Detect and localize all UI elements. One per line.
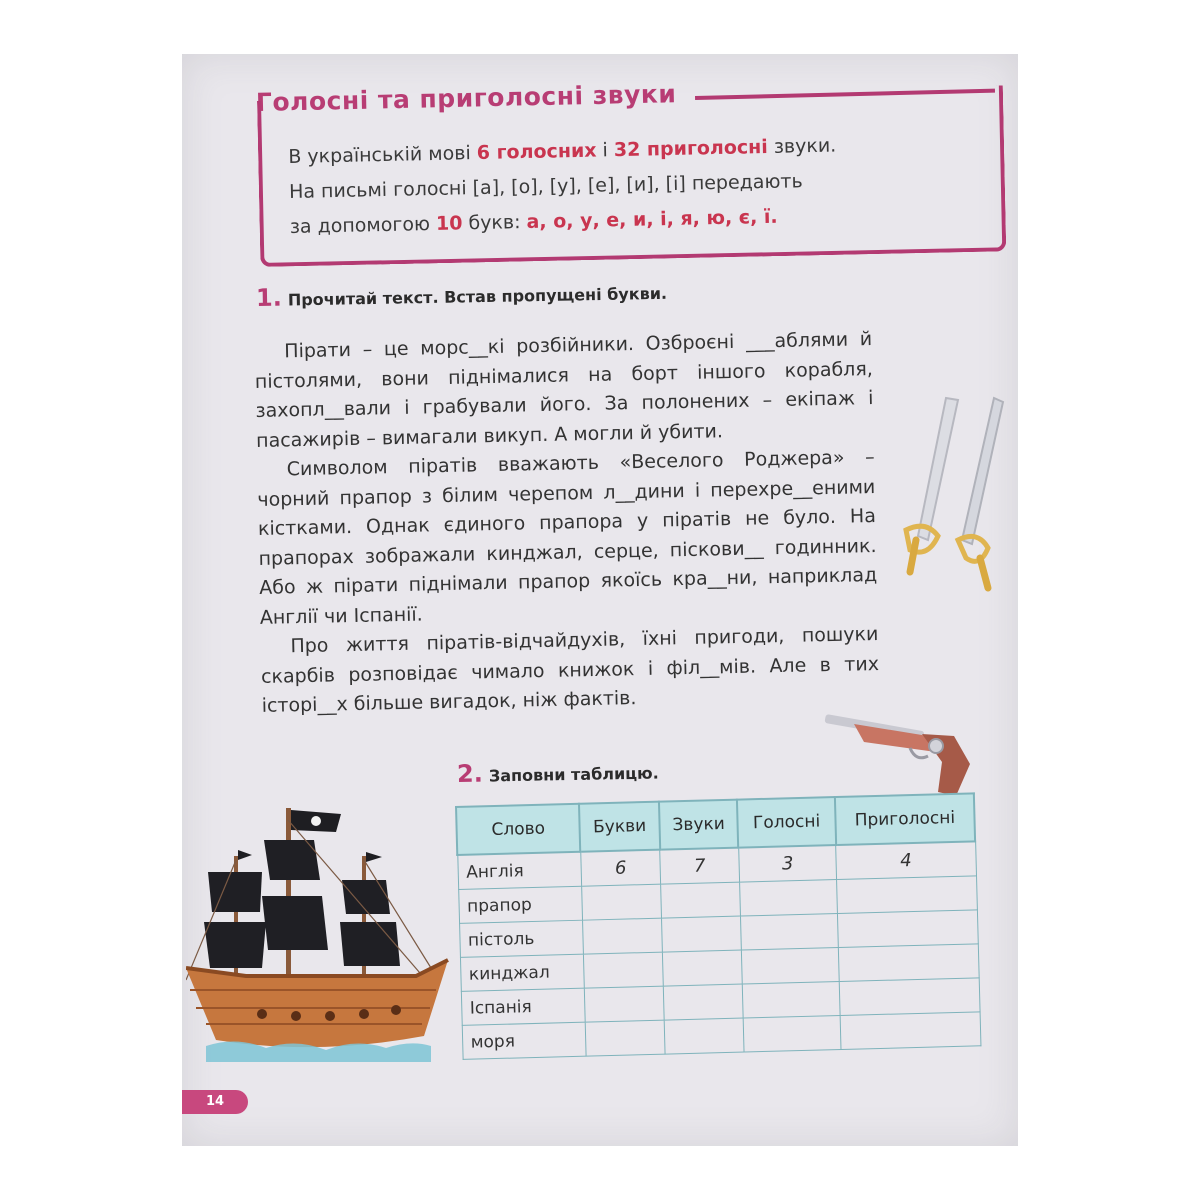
answer-cell[interactable] xyxy=(840,1012,980,1050)
story-paragraph-1: Пірати – це морс__кі розбійники. Озброєні ___аблями й пістолями, вони піднімалися на борт іншого корабля, захопл__вали і грабували його. За полонених – екіпаж і пасажирів – вимагали викуп. А могли й убити. xyxy=(254,328,874,452)
word-cell: Англія xyxy=(457,852,581,890)
answer-cell[interactable] xyxy=(581,884,661,920)
column-header: Слово xyxy=(456,804,581,855)
page-title: Голосні та приголосні звуки xyxy=(255,79,677,117)
task-1-instruction: Прочитай текст. Встав пропущені букви. xyxy=(287,283,668,310)
word-cell: кинджал xyxy=(460,954,584,991)
answer-cell[interactable]: 4 xyxy=(836,841,976,879)
answer-cell[interactable] xyxy=(584,986,664,1022)
answer-cell[interactable] xyxy=(742,981,840,1018)
word-cell: моря xyxy=(462,1022,586,1059)
word-cell: пістоль xyxy=(459,920,583,957)
answer-cell[interactable] xyxy=(741,948,839,985)
answer-cell[interactable] xyxy=(739,880,837,917)
answer-cell[interactable] xyxy=(582,918,662,954)
answer-cell[interactable] xyxy=(743,1015,841,1052)
answer-cell[interactable] xyxy=(664,984,743,1020)
task-2-number: 2. xyxy=(456,759,484,788)
task-2-instruction: Заповни таблицю. xyxy=(488,763,659,786)
answer-cell[interactable] xyxy=(662,916,741,952)
story-paragraph-3: Про життя піратів-відчайдухів, їхні пригоди, пошуки скарбів розповідає чимало книжок і філ__мів. Але в тих історі__х більше вигадок, ніж фактів. xyxy=(260,622,880,717)
column-header: Звуки xyxy=(659,800,739,850)
column-header: Голосні xyxy=(737,797,836,848)
answer-cell[interactable] xyxy=(661,882,740,918)
rule-line-1: В українській мові 6 голосних і 32 приголосні звуки. xyxy=(288,134,837,168)
rule-text xyxy=(288,127,930,245)
pistol-illustration xyxy=(824,706,984,802)
answer-cell[interactable] xyxy=(839,978,979,1016)
answer-cell[interactable]: 6 xyxy=(581,850,661,887)
answer-cell[interactable] xyxy=(665,1018,744,1054)
column-header: Букви xyxy=(579,802,660,852)
answer-cell[interactable]: 7 xyxy=(660,848,739,885)
answer-cell[interactable]: 3 xyxy=(739,845,837,882)
answer-cell[interactable] xyxy=(585,1020,665,1056)
word-cell: Іспанія xyxy=(461,988,585,1025)
answer-cell[interactable] xyxy=(583,952,663,988)
task-1-number: 1. xyxy=(255,283,283,312)
answer-cell[interactable] xyxy=(663,950,742,986)
answer-cell[interactable] xyxy=(837,876,977,914)
answer-cell[interactable] xyxy=(838,910,978,948)
answer-cell[interactable] xyxy=(740,914,838,951)
crossed-sabers-illustration xyxy=(888,390,1008,600)
pirate-story-text xyxy=(254,325,880,721)
rule-line-2: На письмі голосні [а], [о], [у], [е], [и], [і] передають xyxy=(288,170,803,203)
story-paragraph-2: Символом піратів вважають «Веселого Роджера» – чорний прапор з білим черепом л__дини і перехре__еними кістками. Однак єдиного прапора у піратів не було. На прапорах зображали кинджал, серце, піскови__ годинник. Або ж пірати піднімали прапор якоїсь кра__ни, наприклад Англії чи Іспанії. xyxy=(257,446,878,629)
sound-table xyxy=(455,792,981,1060)
answer-cell[interactable] xyxy=(839,944,979,982)
page-number: 14 xyxy=(182,1090,248,1114)
pirate-ship-illustration xyxy=(186,800,456,1070)
task-2-heading xyxy=(457,756,659,788)
column-header: Приголосні xyxy=(835,793,975,845)
word-cell: прапор xyxy=(458,886,582,923)
letters-sounds-table xyxy=(455,792,981,1060)
rule-line-3: за допомогою 10 букв: а, о, у, е, и, і, я, ю, є, ї. xyxy=(289,205,778,238)
